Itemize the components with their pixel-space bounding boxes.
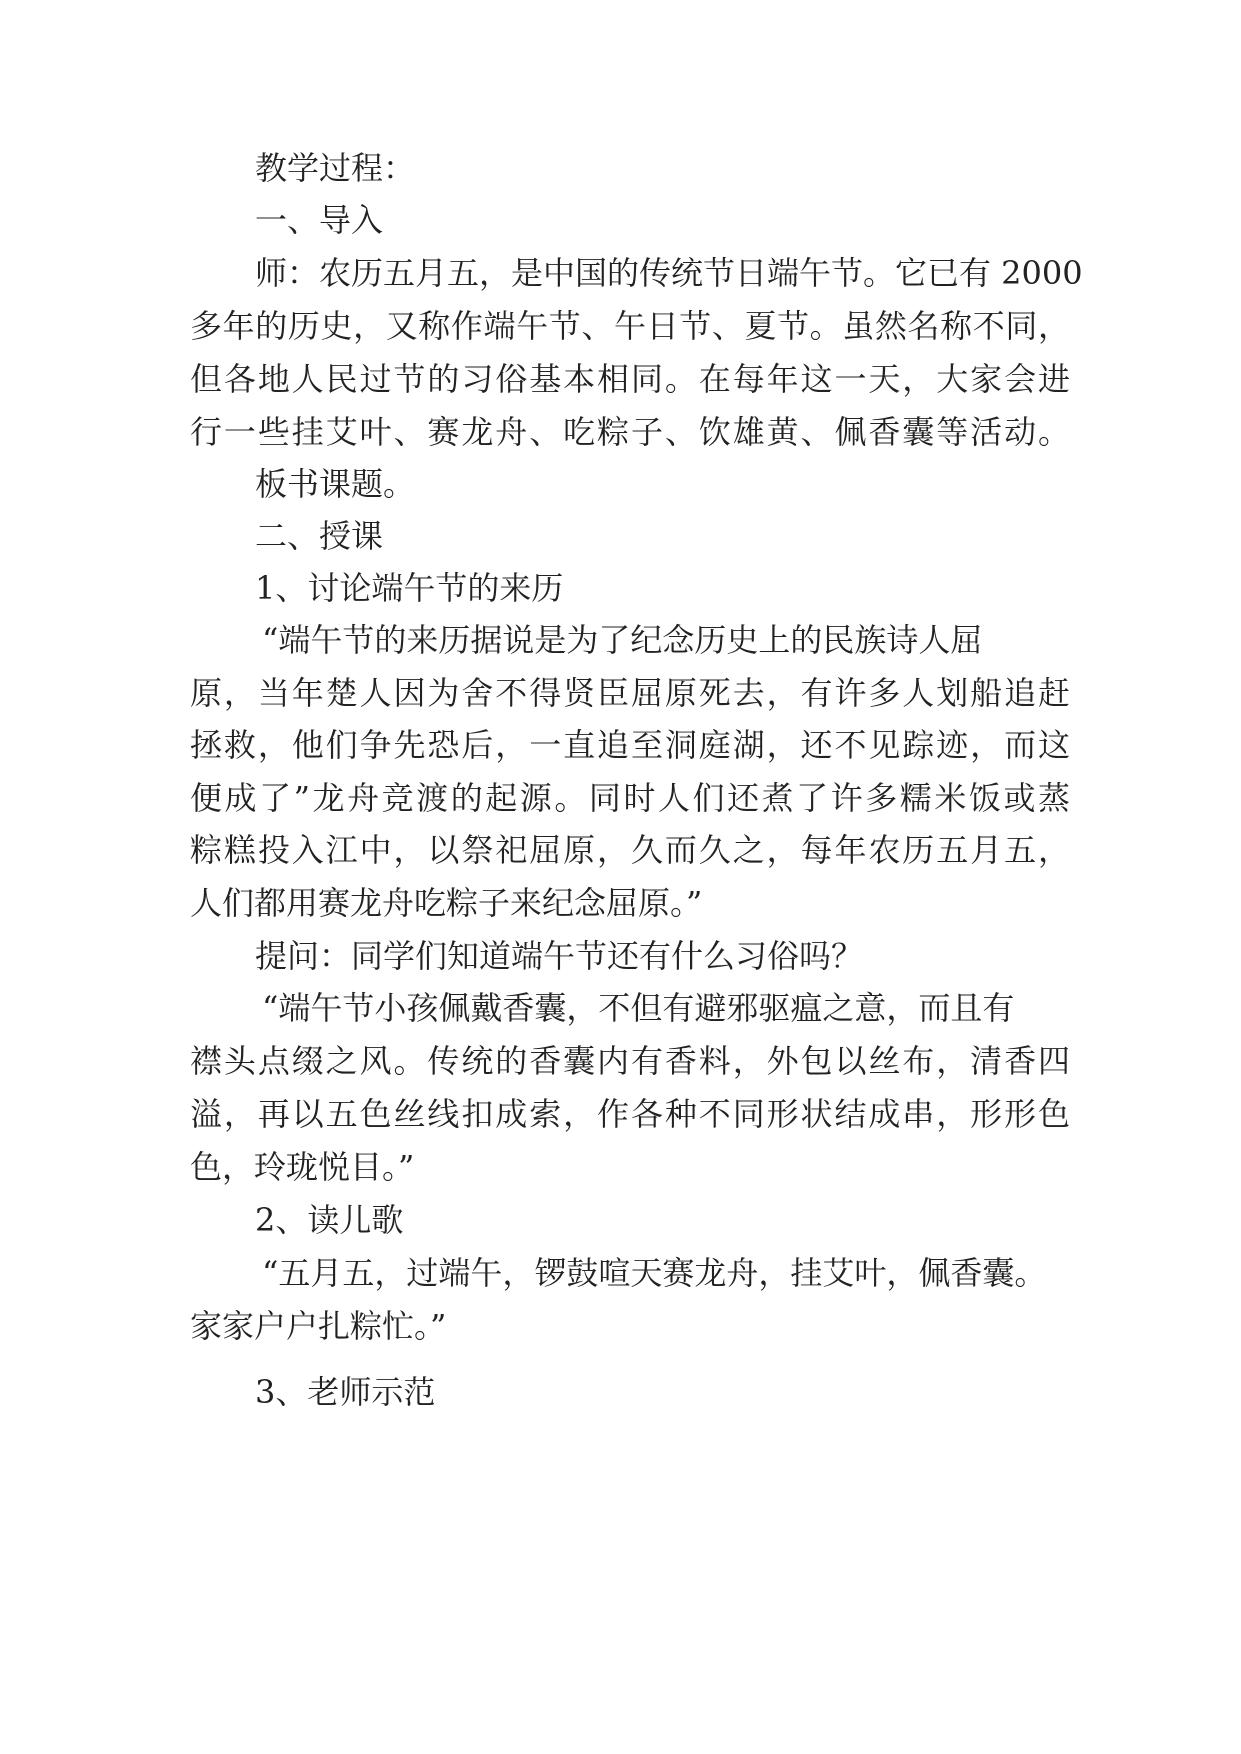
- custom-line: “端午节小孩佩戴香囊，不但有避邪驱瘟之意，而且有: [262, 989, 1015, 1027]
- origin-line: 人们都用赛龙舟吃粽子来纪念屈原。”: [190, 884, 703, 922]
- intro-line: 多年的历史，又称作端午节、午日节、夏节。虽然名称不同，: [190, 307, 1070, 345]
- sub3-title: 3、老师示范: [255, 1373, 436, 1411]
- section2-title: 二、授课: [255, 517, 384, 555]
- custom-line: 色，玲珑悦目。”: [190, 1148, 415, 1186]
- origin-line: 原，当年楚人因为舍不得贤臣屈原死去，有许多人划船追赶: [190, 674, 1070, 712]
- intro-line: 行一些挂艾叶、赛龙舟、吃粽子、饮雄黄、佩香囊等活动。: [190, 413, 1070, 451]
- heading: 教学过程：: [255, 149, 416, 187]
- rhyme-line: 家家户户扎粽忙。”: [190, 1307, 447, 1345]
- sub2-title: 2、读儿歌: [255, 1201, 404, 1239]
- origin-line: 便成了”龙舟竞渡的起源。同时人们还煮了许多糯米饭或蒸: [190, 779, 1070, 817]
- origin-line: 拯救，他们争先恐后，一直追至洞庭湖，还不见踪迹，而这: [190, 726, 1070, 764]
- board-title: 板书课题。: [255, 465, 416, 503]
- custom-line: 溢，再以五色丝线扣成索，作各种不同形状结成串，形形色: [190, 1095, 1070, 1133]
- custom-line: 襟头点缀之风。传统的香囊内有香料，外包以丝布，清香四: [190, 1042, 1070, 1080]
- intro-line: 师：农历五月五，是中国的传统节日端午节。它已有 2000: [255, 254, 1083, 292]
- sub1-title: 1、讨论端午节的来历: [255, 569, 564, 607]
- section1-title: 一、导入: [255, 201, 384, 239]
- intro-line: 但各地人民过节的习俗基本相同。在每年这一天，大家会进: [190, 360, 1070, 398]
- question: 提问：同学们知道端午节还有什么习俗吗？: [255, 937, 864, 975]
- origin-line: “端午节的来历据说是为了纪念历史上的民族诗人屈: [262, 621, 983, 659]
- origin-line: 粽糕投入江中，以祭祀屈原，久而久之，每年农历五月五，: [190, 831, 1070, 869]
- rhyme-line: “五月五，过端午，锣鼓喧天赛龙舟，挂艾叶，佩香囊。: [262, 1254, 1047, 1292]
